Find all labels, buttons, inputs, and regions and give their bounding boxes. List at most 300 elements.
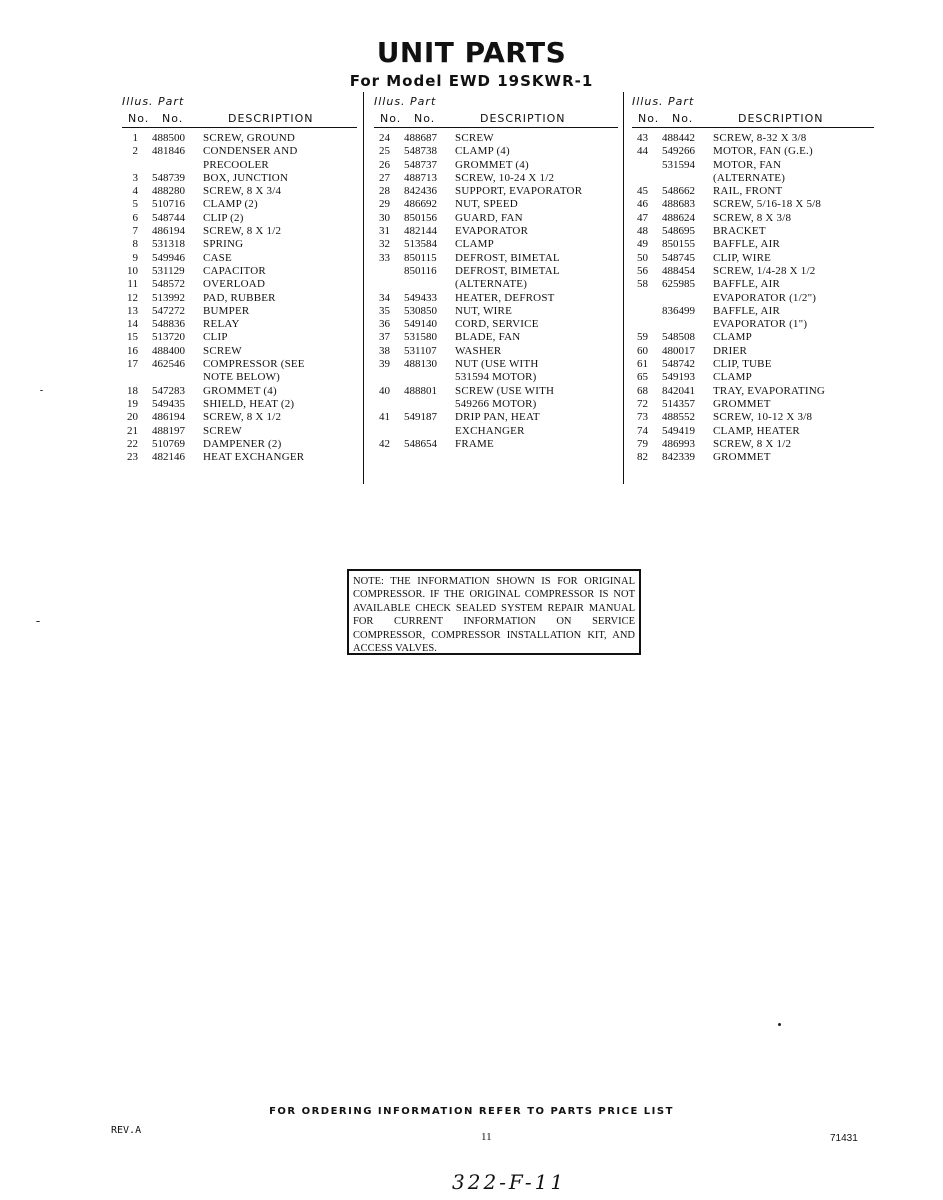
part-row <box>122 292 357 305</box>
part-description: CLAMP <box>713 331 752 344</box>
part-row <box>632 172 874 185</box>
part-number: 531594 <box>662 158 695 171</box>
part-row <box>632 411 874 424</box>
illus-number: 42 <box>379 437 390 450</box>
part-number: 549140 <box>404 318 437 331</box>
part-row <box>374 145 618 158</box>
part-description: BUMPER <box>203 304 250 317</box>
header-part-no: No. <box>414 112 436 125</box>
part-row <box>374 371 618 384</box>
part-number: 513584 <box>404 238 437 251</box>
illus-number: 46 <box>637 198 648 211</box>
header-description: DESCRIPTION <box>228 112 314 125</box>
part-number: 547283 <box>152 384 185 397</box>
illus-number: 38 <box>379 344 390 357</box>
part-row <box>122 385 357 398</box>
part-row <box>632 145 874 158</box>
part-description: DEFROST, BIMETAL <box>455 264 560 277</box>
part-row <box>632 451 874 464</box>
scan-speck <box>40 390 43 391</box>
part-row <box>632 331 874 344</box>
part-row <box>374 225 618 238</box>
part-row <box>122 318 357 331</box>
part-row <box>374 159 618 172</box>
part-row <box>122 185 357 198</box>
part-number: 482146 <box>152 451 185 464</box>
illus-number: 10 <box>127 264 138 277</box>
page-title: UNIT PARTS <box>376 36 567 69</box>
part-description: PRECOOLER <box>203 158 269 171</box>
header-rule <box>122 127 357 128</box>
part-description: RELAY <box>203 318 240 331</box>
part-row <box>632 358 874 371</box>
part-description: MOTOR, FAN <box>713 158 782 171</box>
part-description: NOTE BELOW) <box>203 371 281 384</box>
part-row <box>122 132 357 145</box>
illus-number: 74 <box>637 424 648 437</box>
illus-number: 59 <box>637 331 648 344</box>
part-number: 548742 <box>662 358 695 371</box>
part-row <box>122 358 357 371</box>
part-description: BRACKET <box>713 225 766 238</box>
part-row <box>632 318 874 331</box>
part-description: EVAPORATOR (1/2") <box>713 291 817 304</box>
part-number: 486993 <box>662 437 695 450</box>
part-row <box>632 159 874 172</box>
part-row <box>122 345 357 358</box>
part-description: BAFFLE, AIR <box>713 304 780 317</box>
illus-number: 36 <box>379 318 390 331</box>
illus-number: 12 <box>127 291 138 304</box>
illus-number: 14 <box>127 318 138 331</box>
part-description: BLADE, FAN <box>455 331 521 344</box>
part-row <box>374 252 618 265</box>
part-number: 549435 <box>152 397 185 410</box>
part-description: EVAPORATOR (1") <box>713 318 808 331</box>
part-row <box>374 305 618 318</box>
part-number: 488454 <box>662 264 695 277</box>
illus-number: 60 <box>637 344 648 357</box>
page-number: 11 <box>481 1131 492 1143</box>
part-number: 488280 <box>152 185 185 198</box>
part-description: CLIP <box>203 331 228 344</box>
illus-number: 73 <box>637 411 648 424</box>
part-row <box>122 172 357 185</box>
part-number: 514357 <box>662 397 695 410</box>
part-description: CLAMP (2) <box>203 198 258 211</box>
part-row <box>374 265 618 278</box>
part-row <box>122 425 357 438</box>
part-description: SCREW, 10-12 X 3/8 <box>713 411 813 424</box>
part-number: 531129 <box>152 264 185 277</box>
part-description: COMPRESSOR (SEE <box>203 358 305 371</box>
parts-rows <box>122 132 357 464</box>
part-number: 488197 <box>152 424 185 437</box>
part-row <box>632 185 874 198</box>
part-number: 548739 <box>152 171 185 184</box>
illus-number: 24 <box>379 132 390 144</box>
part-description: CLAMP <box>455 238 494 251</box>
part-description: HEATER, DEFROST <box>455 291 555 304</box>
part-description: SCREW <box>203 424 242 437</box>
part-row <box>632 438 874 451</box>
part-row <box>122 252 357 265</box>
header-description: DESCRIPTION <box>738 112 824 125</box>
illus-number: 39 <box>379 358 390 371</box>
part-description: TRAY, EVAPORATING <box>713 384 825 397</box>
part-description: OVERLOAD <box>203 278 266 291</box>
part-number: 531318 <box>152 238 185 251</box>
part-number: 488130 <box>404 358 437 371</box>
part-row <box>374 212 618 225</box>
part-description: CLIP, TUBE <box>713 358 772 371</box>
part-description: SCREW, 8 X 3/4 <box>203 185 282 198</box>
part-row <box>632 345 874 358</box>
part-number: 482144 <box>404 225 437 238</box>
part-row <box>374 411 618 424</box>
part-number: 481846 <box>152 145 185 158</box>
illus-number: 28 <box>379 185 390 198</box>
part-description: SCREW <box>455 132 494 144</box>
part-description: SCREW, 8 X 1/2 <box>713 437 792 450</box>
column-header <box>374 92 618 128</box>
illus-number: 23 <box>127 451 138 464</box>
part-row <box>632 212 874 225</box>
part-number: 548836 <box>152 318 185 331</box>
part-row <box>122 331 357 344</box>
part-description: SCREW, 8 X 3/8 <box>713 211 792 224</box>
part-number: 530850 <box>404 304 437 317</box>
illus-number: 7 <box>132 225 138 238</box>
illus-number: 34 <box>379 291 390 304</box>
illus-number: 16 <box>127 344 138 357</box>
header-illus-part: Illus. Part <box>374 95 437 108</box>
illus-number: 72 <box>637 397 648 410</box>
part-description: MOTOR, FAN (G.E.) <box>713 145 813 158</box>
illus-number: 11 <box>127 278 138 291</box>
part-number: 549187 <box>404 411 437 424</box>
part-number: 548662 <box>662 185 695 198</box>
part-number: 488801 <box>404 384 437 397</box>
illus-number: 61 <box>637 358 648 371</box>
part-row <box>374 198 618 211</box>
part-number: 549266 <box>662 145 695 158</box>
illus-number: 22 <box>127 437 138 450</box>
part-number: 531107 <box>404 344 437 357</box>
part-description: EXCHANGER <box>455 424 525 437</box>
part-row <box>122 371 357 384</box>
illus-number: 44 <box>637 145 648 158</box>
illus-number: 50 <box>637 251 648 264</box>
part-row <box>632 278 874 291</box>
part-number: 548737 <box>404 158 437 171</box>
part-number: 488713 <box>404 171 437 184</box>
part-number: 842041 <box>662 384 695 397</box>
part-number: 480017 <box>662 344 695 357</box>
parts-rows <box>632 132 874 464</box>
part-description: CLIP, WIRE <box>713 251 772 264</box>
part-number: 488687 <box>404 132 437 144</box>
header-part-no: No. <box>672 112 694 125</box>
document-number: 71431 <box>830 1133 858 1144</box>
part-row <box>374 278 618 291</box>
illus-number: 43 <box>637 132 648 144</box>
part-row <box>632 371 874 384</box>
part-number: 549946 <box>152 251 185 264</box>
illus-number: 6 <box>132 211 138 224</box>
part-number: 548654 <box>404 437 437 450</box>
part-description: GROMMET (4) <box>203 384 277 397</box>
part-description: 549266 MOTOR) <box>455 397 537 410</box>
part-description: EVAPORATOR <box>455 225 529 238</box>
part-row <box>374 385 618 398</box>
part-description: SPRING <box>203 238 244 251</box>
part-number: 850116 <box>404 264 437 277</box>
part-description: BOX, JUNCTION <box>203 171 289 184</box>
part-description: GROMMET <box>713 397 771 410</box>
column-divider <box>623 92 624 484</box>
part-number: 548745 <box>662 251 695 264</box>
part-row <box>122 265 357 278</box>
illus-number: 47 <box>637 211 648 224</box>
illus-number: 65 <box>637 371 648 384</box>
illus-number: 56 <box>637 264 648 277</box>
part-number: 836499 <box>662 304 695 317</box>
part-number: 462546 <box>152 358 185 371</box>
illus-number: 33 <box>379 251 390 264</box>
parts-column-1 <box>122 92 357 464</box>
part-row <box>374 292 618 305</box>
part-row <box>122 225 357 238</box>
part-description: (ALTERNATE) <box>455 278 528 291</box>
header-illus-no: No. <box>128 112 150 125</box>
part-row <box>374 398 618 411</box>
part-number: 513720 <box>152 331 185 344</box>
illus-number: 37 <box>379 331 390 344</box>
part-number: 510716 <box>152 198 185 211</box>
part-description: CLAMP (4) <box>455 145 510 158</box>
part-description: WASHER <box>455 344 502 357</box>
part-row <box>632 238 874 251</box>
part-number: 488552 <box>662 411 695 424</box>
illus-number: 8 <box>132 238 138 251</box>
part-row <box>374 331 618 344</box>
part-description: SCREW, 8 X 1/2 <box>203 225 282 238</box>
compressor-note-box: NOTE: THE INFORMATION SHOWN IS FOR ORIGINAL COMPRESSOR. IF THE ORIGINAL COMPRESSOR IS NOT AVAILABLE CHECK SEALED SYSTEM REPAIR MANUAL FOR CURRENT INFORMATION ON SERVICE COMPRESSOR, COMPRESSOR INSTALLATION KIT, AND ACCESS VALVES. <box>347 569 641 655</box>
part-row <box>374 172 618 185</box>
part-row <box>632 398 874 411</box>
part-description: DAMPENER (2) <box>203 437 282 450</box>
part-row <box>632 252 874 265</box>
part-number: 488683 <box>662 198 695 211</box>
illus-number: 58 <box>637 278 648 291</box>
part-number: 548744 <box>152 211 185 224</box>
part-number: 488500 <box>152 132 185 144</box>
header-illus-part: Illus. Part <box>632 95 695 108</box>
revision-label: REV.A <box>111 1125 142 1136</box>
part-description: CLAMP, HEATER <box>713 424 800 437</box>
part-description: NUT, SPEED <box>455 198 518 211</box>
illus-number: 21 <box>127 424 138 437</box>
part-number: 510769 <box>152 437 185 450</box>
part-row <box>632 385 874 398</box>
part-row <box>632 198 874 211</box>
scan-speck <box>36 621 40 622</box>
part-row <box>632 265 874 278</box>
part-row <box>632 305 874 318</box>
part-description: HEAT EXCHANGER <box>203 451 305 464</box>
part-row <box>374 185 618 198</box>
header-description: DESCRIPTION <box>480 112 566 125</box>
part-row <box>122 198 357 211</box>
column-divider <box>363 92 364 484</box>
part-row <box>122 398 357 411</box>
part-description: SHIELD, HEAT (2) <box>203 397 295 410</box>
illus-number: 19 <box>127 397 138 410</box>
part-number: 548738 <box>404 145 437 158</box>
part-row <box>122 438 357 451</box>
model-subtitle: For Model EWD 19SKWR-1 <box>349 72 594 90</box>
part-row <box>374 345 618 358</box>
illus-number: 45 <box>637 185 648 198</box>
part-number: 488442 <box>662 132 695 144</box>
part-number: 549419 <box>662 424 695 437</box>
part-description: CLAMP <box>713 371 752 384</box>
part-description: BAFFLE, AIR <box>713 238 780 251</box>
part-description: 531594 MOTOR) <box>455 371 537 384</box>
part-description: SCREW, 10-24 X 1/2 <box>455 171 555 184</box>
part-row <box>374 238 618 251</box>
part-row <box>374 318 618 331</box>
illus-number: 40 <box>379 384 390 397</box>
part-number: 842339 <box>662 451 695 464</box>
illus-number: 1 <box>132 132 138 144</box>
part-description: BAFFLE, AIR <box>713 278 780 291</box>
illus-number: 30 <box>379 211 390 224</box>
illus-number: 68 <box>637 384 648 397</box>
ordering-footer: FOR ORDERING INFORMATION REFER TO PARTS PRICE LIST <box>269 1106 674 1117</box>
handwritten-annotation: 322-F-11 <box>452 1170 567 1194</box>
illus-number: 4 <box>132 185 138 198</box>
part-number: 486194 <box>152 411 185 424</box>
part-description: RAIL, FRONT <box>713 185 783 198</box>
part-row <box>374 132 618 145</box>
part-description: NUT (USE WITH <box>455 358 539 371</box>
part-number: 625985 <box>662 278 695 291</box>
part-row <box>122 238 357 251</box>
part-number: 548572 <box>152 278 185 291</box>
part-row <box>122 278 357 291</box>
column-header <box>122 92 357 128</box>
illus-number: 3 <box>132 171 138 184</box>
illus-number: 17 <box>127 358 138 371</box>
parts-column-3 <box>632 92 874 464</box>
part-description: SCREW <box>203 344 242 357</box>
illus-number: 13 <box>127 304 138 317</box>
part-description: DRIP PAN, HEAT <box>455 411 540 424</box>
part-number: 486692 <box>404 198 437 211</box>
illus-number: 49 <box>637 238 648 251</box>
illus-number: 79 <box>637 437 648 450</box>
part-description: CORD, SERVICE <box>455 318 539 331</box>
part-number: 531580 <box>404 331 437 344</box>
part-number: 548508 <box>662 331 695 344</box>
illus-number: 32 <box>379 238 390 251</box>
part-number: 513992 <box>152 291 185 304</box>
part-description: SUPPORT, EVAPORATOR <box>455 185 583 198</box>
part-number: 488624 <box>662 211 695 224</box>
part-row <box>374 425 618 438</box>
part-number: 549193 <box>662 371 695 384</box>
header-illus-no: No. <box>638 112 660 125</box>
illus-number: 31 <box>379 225 390 238</box>
part-row <box>122 159 357 172</box>
part-description: SCREW, 1/4-28 X 1/2 <box>713 264 816 277</box>
illus-number: 82 <box>637 451 648 464</box>
part-description: CLIP (2) <box>203 211 244 224</box>
part-description: CONDENSER AND <box>203 145 298 158</box>
part-description: GROMMET (4) <box>455 158 529 171</box>
part-description: SCREW (USE WITH <box>455 384 555 397</box>
part-number: 488400 <box>152 344 185 357</box>
part-number: 549433 <box>404 291 437 304</box>
parts-rows <box>374 132 618 451</box>
part-description: CASE <box>203 251 232 264</box>
part-description: NUT, WIRE <box>455 304 512 317</box>
part-description: (ALTERNATE) <box>713 171 786 184</box>
part-description: FRAME <box>455 437 494 450</box>
part-row <box>632 132 874 145</box>
part-row <box>374 438 618 451</box>
header-rule <box>374 127 618 128</box>
part-description: GROMMET <box>713 451 771 464</box>
part-number: 850155 <box>662 238 695 251</box>
part-row <box>122 451 357 464</box>
illus-number: 20 <box>127 411 138 424</box>
part-number: 548695 <box>662 225 695 238</box>
scan-speck <box>778 1023 781 1026</box>
part-number: 486194 <box>152 225 185 238</box>
illus-number: 15 <box>127 331 138 344</box>
illus-number: 9 <box>132 251 138 264</box>
parts-column-2 <box>374 92 618 451</box>
part-row <box>122 305 357 318</box>
illus-number: 35 <box>379 304 390 317</box>
header-illus-no: No. <box>380 112 402 125</box>
part-description: CAPACITOR <box>203 264 266 277</box>
part-row <box>374 358 618 371</box>
part-number: 842436 <box>404 185 437 198</box>
part-description: SCREW, GROUND <box>203 132 296 144</box>
part-description: PAD, RUBBER <box>203 291 276 304</box>
illus-number: 48 <box>637 225 648 238</box>
part-description: DEFROST, BIMETAL <box>455 251 560 264</box>
part-description: GUARD, FAN <box>455 211 523 224</box>
illus-number: 41 <box>379 411 390 424</box>
part-row <box>122 145 357 158</box>
part-number: 850115 <box>404 251 437 264</box>
part-row <box>632 425 874 438</box>
part-row <box>632 292 874 305</box>
part-description: SCREW, 8-32 X 3/8 <box>713 132 807 144</box>
column-header <box>632 92 874 128</box>
illus-number: 27 <box>379 171 390 184</box>
illus-number: 18 <box>127 384 138 397</box>
header-illus-part: Illus. Part <box>122 95 185 108</box>
part-row <box>122 212 357 225</box>
illus-number: 26 <box>379 158 390 171</box>
illus-number: 29 <box>379 198 390 211</box>
